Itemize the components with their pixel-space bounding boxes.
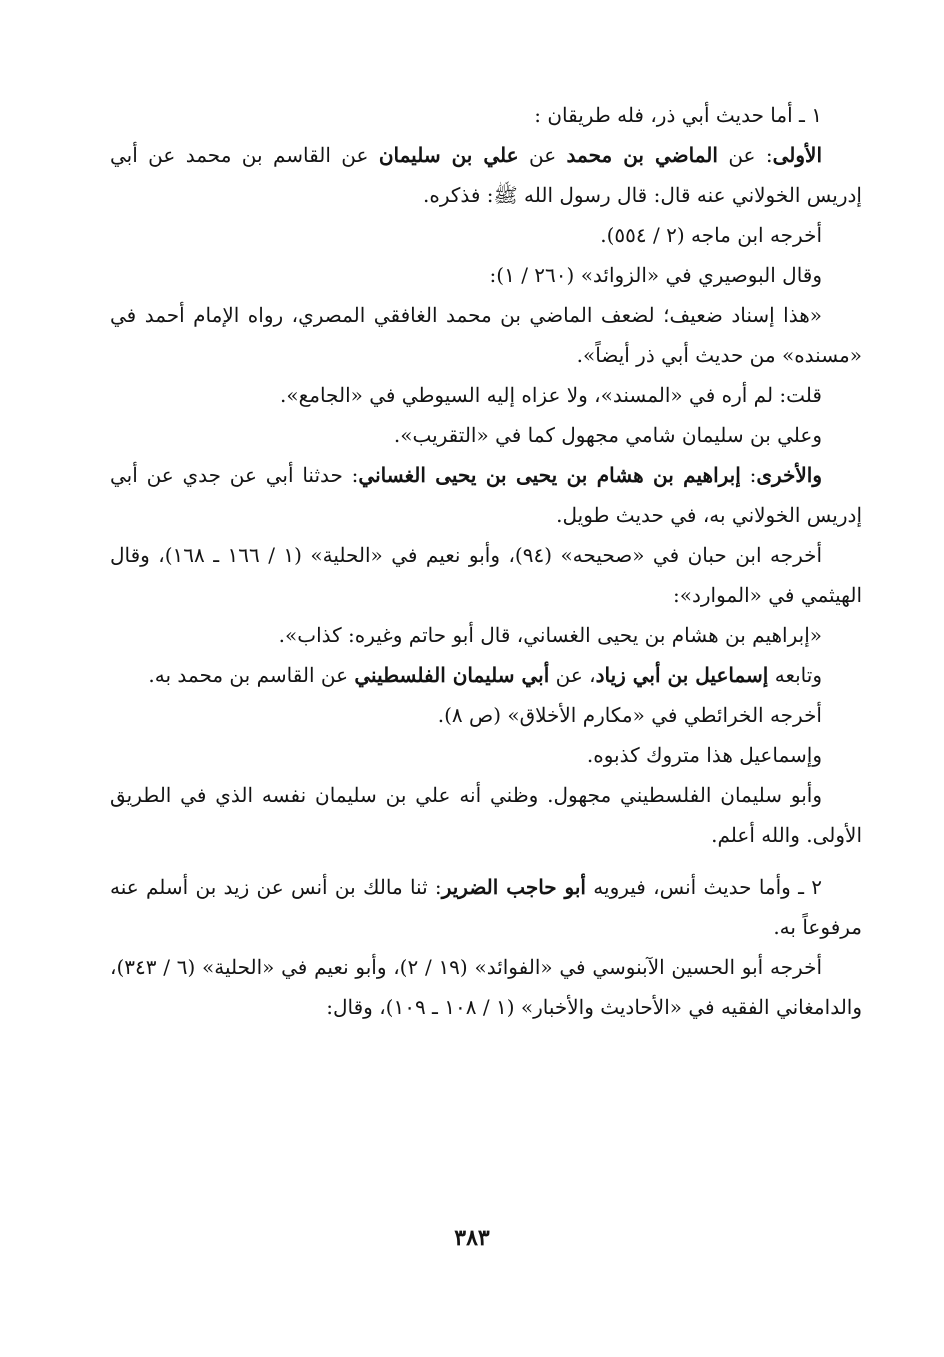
bold-name: والأخرى xyxy=(756,463,823,487)
text-run: «إبراهيم بن هشام بن يحيى الغساني، قال أبو حاتم وغيره: كذاب». xyxy=(278,623,822,647)
text-run: عن القاسم بن محمد به. xyxy=(148,663,355,687)
paragraph xyxy=(110,695,862,735)
text-run: أخرجه أبو الحسين الآبنوسي في «الفوائد» (١٩ / ٢)، وأبو نعيم في «الحلية» (٦ / ٣٤٣)، والدامغاني الفقيه في «الأحاديث والأخبار» (١ / ١٠٨ ـ ١٠٩)، وقال: xyxy=(110,955,862,1019)
text-run: أخرجه ابن ماجه (٢ / ٥٥٤). xyxy=(600,223,822,247)
paragraph xyxy=(110,867,862,947)
paragraph xyxy=(110,655,862,695)
text-run: : ثنا مالك بن أنس عن زيد بن أسلم عنه مرفوعاً به. xyxy=(110,875,862,939)
bold-name: إبراهيم بن هشام بن يحيى بن يحيى الغساني xyxy=(358,463,741,487)
page-body xyxy=(110,95,862,1027)
text-run: وإسماعيل هذا متروك كذبوه. xyxy=(586,743,822,767)
text-run: وعلي بن سليمان شامي مجهول كما في «التقريب». xyxy=(393,423,822,447)
text-run: عن القاسم بن محمد عن أبي إدريس الخولاني عنه قال: قال رسول الله ﷺ: فذكره. xyxy=(110,143,862,207)
paragraph xyxy=(110,95,862,135)
paragraph xyxy=(110,255,862,295)
text-run: «هذا إسناد ضعيف؛ لضعف الماضي بن محمد الغافقي المصري، رواه الإمام أحمد في «مسنده» من حديث أبي ذر أيضاً». xyxy=(110,303,862,367)
paragraph xyxy=(110,455,862,535)
text-run: أخرجه الخرائطي في «مكارم الأخلاق» (ص ٨). xyxy=(437,703,822,727)
page-number: ٣٨٣ xyxy=(454,1225,490,1251)
bold-name: أبو حاجب الضرير xyxy=(441,875,586,899)
bold-name: علي بن سليمان xyxy=(378,143,519,167)
paragraph xyxy=(110,735,862,775)
text-run: عن xyxy=(518,143,567,167)
text-run: ٢ ـ وأما حديث أنس، فيرويه xyxy=(586,875,822,899)
paragraph xyxy=(110,295,862,375)
text-run: : عن xyxy=(717,143,773,167)
paragraph xyxy=(110,375,862,415)
paragraph xyxy=(110,947,862,1027)
text-run: أخرجه ابن حبان في «صحيحه» (٩٤)، وأبو نعيم في «الحلية» (١ / ١٦٦ ـ ١٦٨)، وقال الهيثمي في «الموارد»: xyxy=(110,543,862,607)
text-run: قلت: لم أره في «المسند»، ولا عزاه إليه السيوطي في «الجامع». xyxy=(280,383,822,407)
bold-name: أبي سليمان الفلسطيني xyxy=(354,663,550,687)
text-run: وأبو سليمان الفلسطيني مجهول. وظني أنه علي بن سليمان نفسه الذي في الطريق الأولى. والله أعلم. xyxy=(110,783,862,847)
text-run: : xyxy=(740,463,757,487)
bold-name: إسماعيل بن أبي زياد xyxy=(595,663,769,687)
bold-name: الأولى xyxy=(772,143,823,167)
text-run: ١ ـ أما حديث أبي ذر، فله طريقان : xyxy=(534,103,822,127)
text-run: وتابعه xyxy=(768,663,822,687)
paragraph xyxy=(110,535,862,615)
text-run: ، عن xyxy=(549,663,596,687)
paragraph xyxy=(110,615,862,655)
paragraph xyxy=(110,415,862,455)
paragraph xyxy=(110,775,862,855)
bold-name: الماضي بن محمد xyxy=(566,143,718,167)
text-run: وقال البوصيري في «الزوائد» (٢٦٠ / ١): xyxy=(489,263,822,287)
paragraph xyxy=(110,135,862,215)
text-run: : حدثنا أبي عن جدي عن أبي إدريس الخولاني به، في حديث طويل. xyxy=(110,463,862,527)
paragraph xyxy=(110,215,862,255)
